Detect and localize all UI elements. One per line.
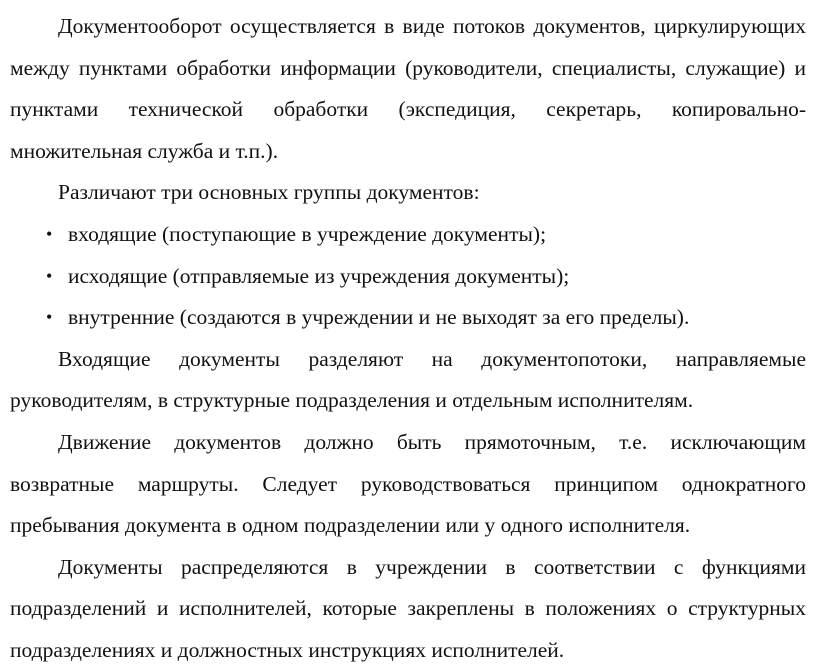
list-item-text: входящие (поступающие в учреждение документы); xyxy=(68,221,547,246)
paragraph-document-flow: Документооборот осуществляется в виде потоков документов, циркулирующих между пунктами обработки информации (руководители, специалисты, служащие) и пунктами технической обработки (экспедиция, секретарь, копировально-множительная служба и т.п.). xyxy=(10,14,806,163)
list-item-text: исходящие (отправляемые из учреждения документы); xyxy=(68,263,570,288)
paragraph-distribution: Документы распределяются в учреждении в соответствии с функциями подразделений и исполнителей, которые закреплены в положениях о структурных подразделениях и должностных инструкциях исполнителей. xyxy=(10,554,806,662)
list-item-internal xyxy=(10,297,806,339)
document-page xyxy=(10,6,806,672)
bullet-icon: • xyxy=(46,265,53,286)
list-item-text: внутренние (создаются в учреждении и не выходят за его пределы). xyxy=(68,305,690,330)
bullet-icon: • xyxy=(46,223,53,244)
bullet-icon: • xyxy=(46,307,53,328)
document-groups-list xyxy=(10,214,806,339)
paragraph-direct-movement: Движение документов должно быть прямоточным, т.е. исключающим возвратные маршруты. Следует руководствоваться принципом однократного пребывания документа в одном подразделении или у одного исполнителя. xyxy=(10,429,806,538)
list-item-incoming xyxy=(10,214,806,256)
paragraph-document-groups: Различают три основных группы документов: xyxy=(58,180,480,205)
paragraph-incoming-flows: Входящие документы разделяют на документопотоки, направляемые руководителям, в структурные подразделения и отдельным исполнителям. xyxy=(10,346,806,413)
list-item-outgoing xyxy=(10,256,806,298)
